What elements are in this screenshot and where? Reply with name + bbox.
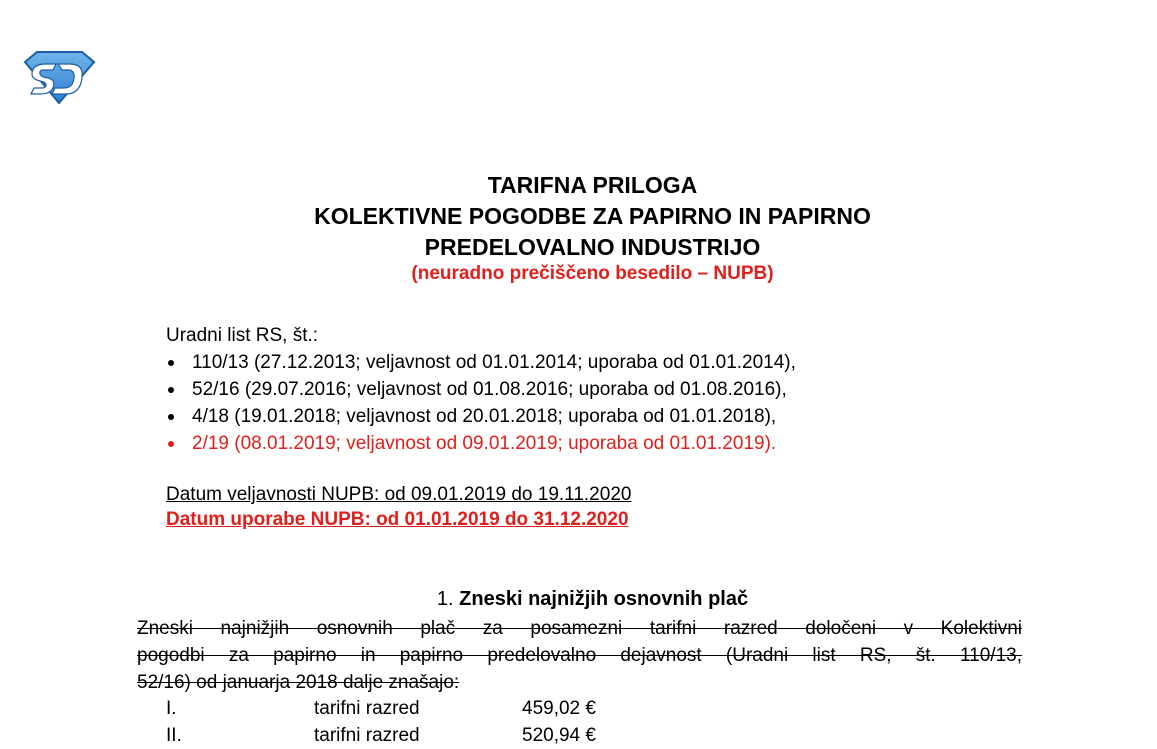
list-item-text: 110/13 (27.12.2013; veljavnost od 01.01.2014; uporaba od 01.01.2014), [192, 352, 796, 373]
list-item [166, 376, 796, 403]
row-amount: 520,94 € [522, 725, 596, 746]
sindikat-logo [22, 50, 96, 104]
list-item [166, 349, 796, 376]
bullet-icon [168, 441, 174, 447]
list-item-text: 52/16 (29.07.2016; veljavnost od 01.08.2016; uporaba od 01.08.2016), [192, 379, 787, 400]
list-item [166, 430, 796, 457]
row-amount: 459,02 € [522, 698, 596, 719]
section-1-title [0, 586, 1157, 612]
paragraph-line: 52/16) od januarja 2018 dalje znašajo: [137, 672, 460, 693]
section-heading: Zneski najnižjih osnovnih plač [459, 588, 749, 610]
list-item-text: 2/19 (08.01.2019; veljavnost od 09.01.2019; uporaba od 01.01.2019). [192, 433, 777, 454]
title-line-2: KOLEKTIVNE POGODBE ZA PAPIRNO IN PAPIRNO [314, 203, 871, 229]
datum-veljavnosti: Datum veljavnosti NUPB: od 09.01.2019 do 19.11.2020 [166, 484, 632, 505]
title-line-1: TARIFNA PRILOGA [487, 172, 698, 198]
list-item [166, 403, 796, 430]
row-label: tarifni razred [314, 725, 420, 746]
title-subtitle: (neuradno prečiščeno besedilo – NUPB) [411, 263, 774, 284]
section-number: 1. [436, 588, 454, 610]
bullet-icon [168, 387, 174, 393]
row-number: I. [166, 698, 177, 719]
document-title [0, 170, 1157, 285]
datum-uporabe: Datum uporabe NUPB: od 01.01.2019 do 31.12.2020 [166, 509, 629, 530]
row-number: II. [166, 725, 182, 746]
uradni-list-heading: Uradni list RS, št.: [166, 325, 319, 346]
section-1-paragraph [137, 615, 1022, 696]
paragraph-line: pogodbi za papirno in papirno predelovalno dejavnost (Uradni list RS, št. 110/13, [137, 645, 1022, 666]
row-label: tarifni razred [314, 698, 420, 719]
bullet-icon [168, 414, 174, 420]
uradni-list-items [166, 349, 796, 457]
title-line-3: PREDELOVALNO INDUSTRIJO [424, 234, 761, 260]
paragraph-line: Zneski najnižjih osnovnih plač za posamezni tarifni razred določeni v Kolektivni [137, 618, 1022, 639]
list-item-text: 4/18 (19.01.2018; veljavnost od 20.01.2018; uporaba od 01.01.2018), [192, 406, 777, 427]
bullet-icon [168, 360, 174, 366]
